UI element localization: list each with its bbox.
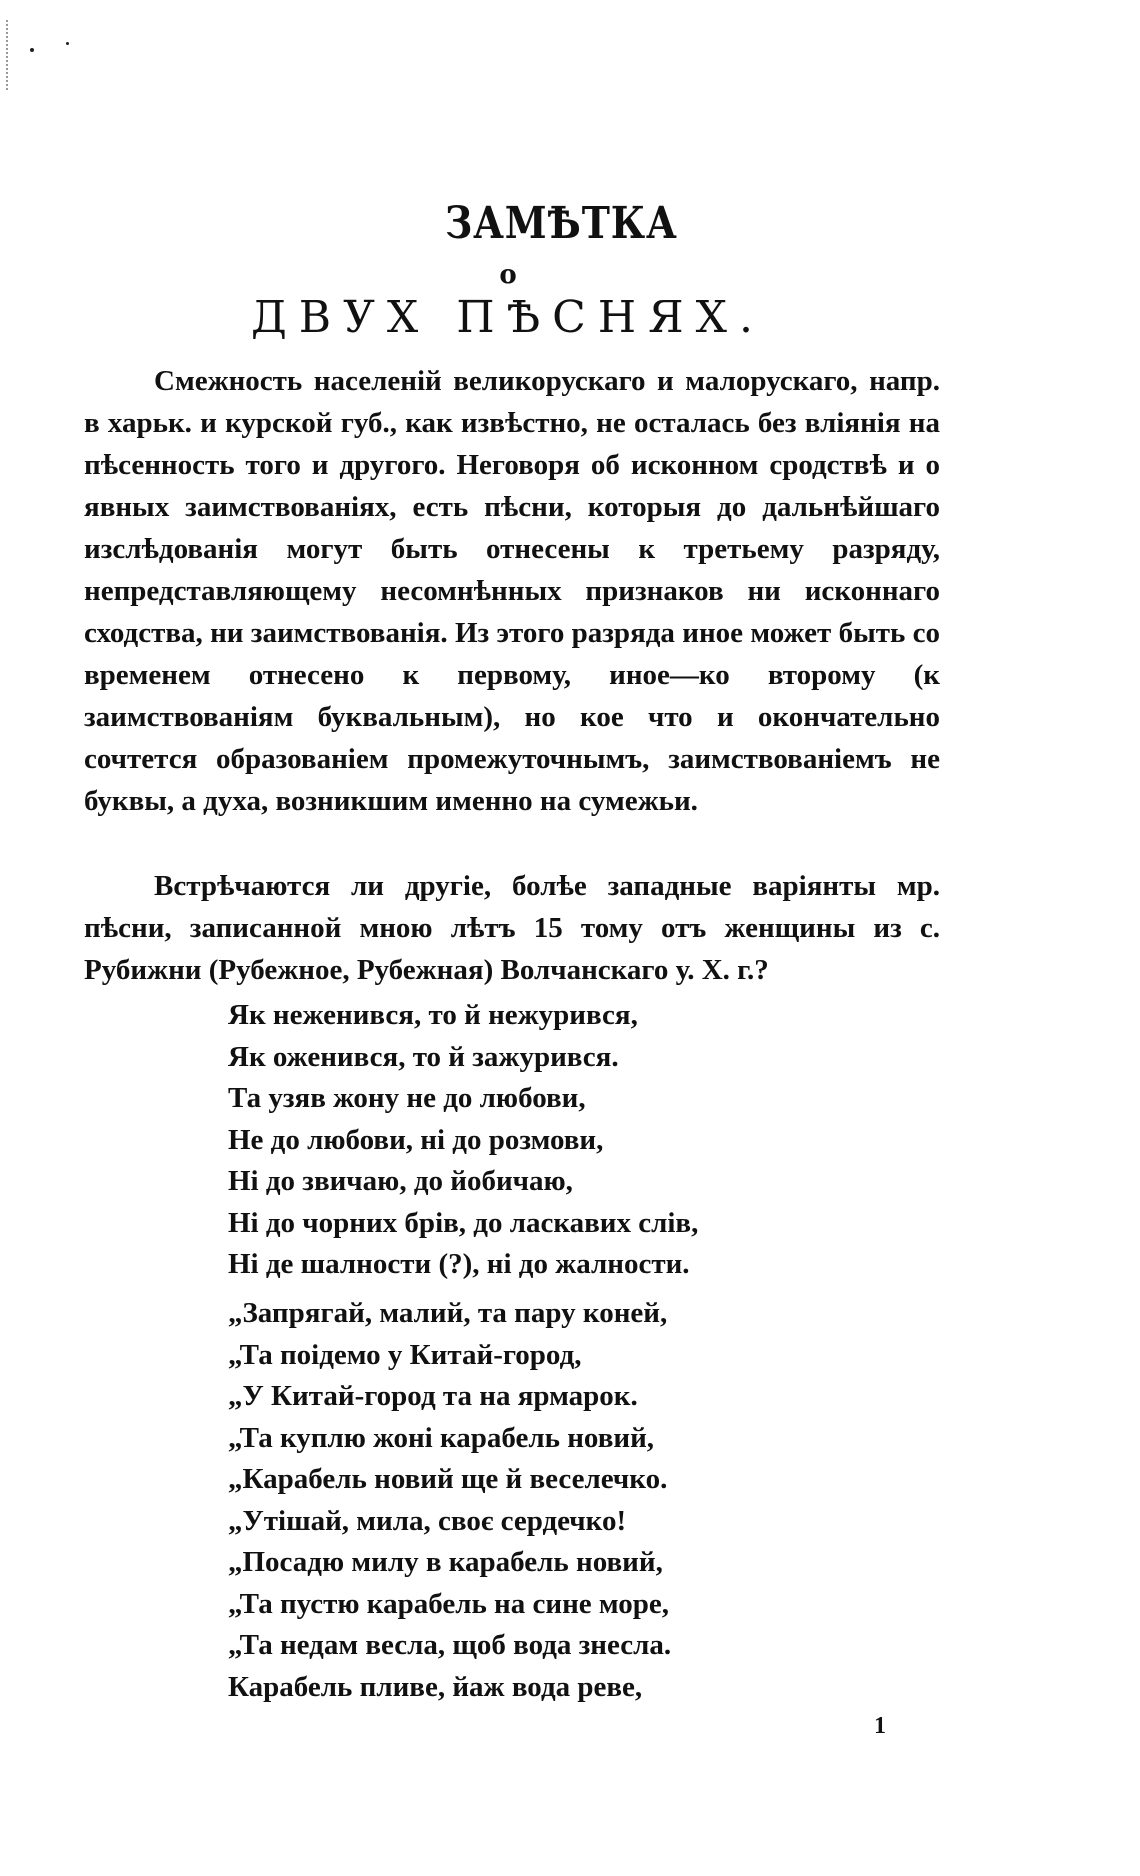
verse-line: „Запрягай, малий, та пару коней,: [228, 1297, 668, 1329]
verse-line: Ні до звичаю, до йобичаю,: [228, 1165, 573, 1197]
speck: [30, 48, 34, 52]
verse-line: „Та пустю карабель на сине море,: [228, 1587, 670, 1620]
verse-line: „Та поідемо у Китай-город,: [228, 1338, 582, 1371]
verse-line: Як неженився, то й нежурився,: [228, 999, 638, 1031]
verse-line: „Та куплю жоні карабель новий,: [228, 1421, 655, 1454]
paragraph-1-text: Смежность населеній великорускаго и малорускаго, напр. в харьк. и курской губ., как извѣстно, не осталась без вліянія на пѣсенность того и другого. Неговоря об исконном сродствѣ и о явных заимствованіях, есть пѣсни, которыя до дальнѣйшаго изслѣдованія могут быть отнесены к третьему разряду, непредставляющему несомнѣнных признаков ни исконнаго сходства, ни заимствованія. Из этого разряда иное может быть со временем отнесено к первому, иное—ко второму (к заимствованіям буквальным), но кое что и окончательно сочтется образованіем промежуточнымъ, заимствованіемъ не буквы, а духа, возникшим именно на сумежьи.: [84, 365, 940, 817]
title-line-1: ЗАМѢТКА: [444, 198, 678, 249]
verse-line: Ні де шалности (?), ні до жалности.: [228, 1248, 690, 1280]
verse-line: „Утішай, мила, своє сердечко!: [228, 1504, 627, 1537]
verse-line: Не до любови, ні до розмови,: [228, 1123, 604, 1156]
paragraph-2: [84, 865, 940, 991]
title-line-2: о: [499, 260, 517, 290]
verse-stanza-1: [228, 995, 928, 1286]
verse-line: Карабель пливе, йаж вода реве,: [228, 1670, 643, 1703]
speck: [66, 42, 69, 45]
paragraph-2-text: Встрѣчаются ли другіе, болѣе западные варіянты мр. пѣсни, записанной мною лѣтъ 15 тому отъ женщины из с. Рубижни (Рубежное, Рубежная) Волчанскаго у. Х. г.?: [84, 870, 940, 986]
verse-line: Та узяв жону не до любови,: [228, 1082, 586, 1114]
title-line-3: ДВУХ ПѢСНЯХ.: [251, 292, 765, 343]
verse-line: „Посадю милу в карабель новий,: [228, 1546, 663, 1578]
paragraph-1: [84, 360, 940, 822]
page-edge-marks: [6, 20, 14, 90]
verse-stanza-2: [228, 1293, 928, 1708]
verse-line: Ні до чорних брів, до ласкавих слів,: [228, 1206, 699, 1239]
verse-line: „Та недам весла, щоб вода знесла.: [228, 1629, 672, 1661]
verse-line: Як оженився, то й зажурився.: [228, 1040, 619, 1073]
page-number: 1: [874, 1713, 886, 1739]
verse-line: „У Китай-город та на ярмарок.: [228, 1380, 638, 1412]
verse-line: „Карабель новий ще й веселечко.: [228, 1463, 668, 1495]
